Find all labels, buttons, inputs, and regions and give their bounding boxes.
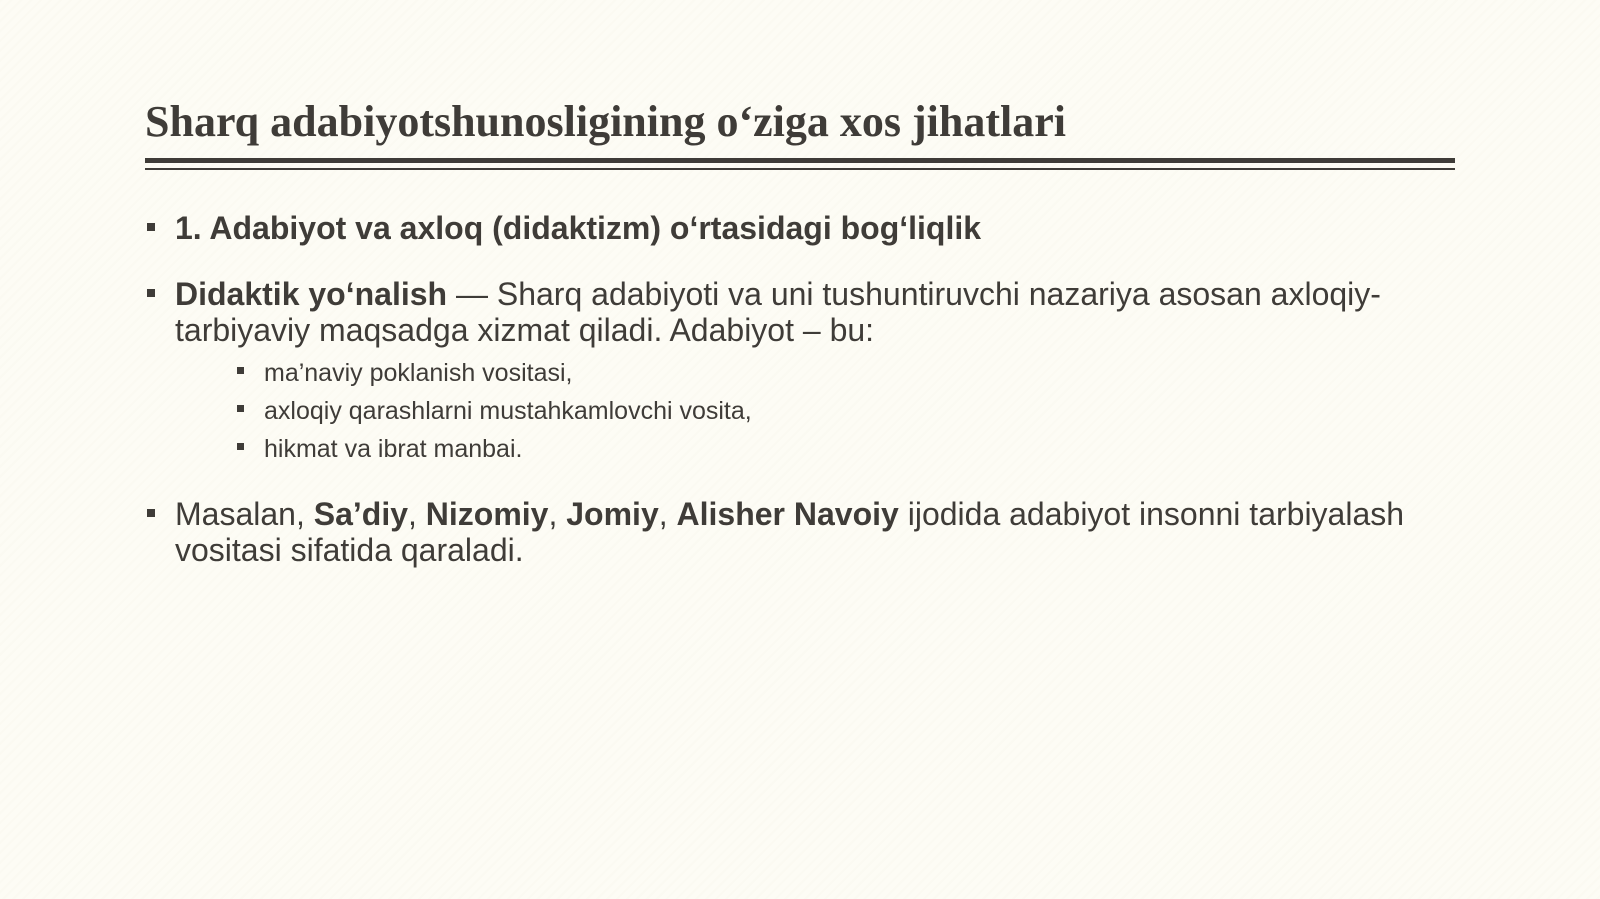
sublist-item-text: ma’naviy poklanish vositasi,: [264, 359, 573, 387]
list-item-example: [145, 496, 1445, 568]
separator: ,: [548, 496, 567, 532]
sublist-item-text: hikmat va ibrat manbai.: [264, 435, 523, 463]
list-item-text: — Sharq adabiyoti va uni tushuntiruvchi nazariya asosan axloqiy-tarbiyaviy maqsadga xizmat qiladi. Adabiyot – bu:: [175, 276, 1381, 348]
square-bullet-icon: [237, 367, 244, 374]
example-suffix: ijodida adabiyot insonni tarbiyalash vositasi sifatida qaraladi.: [175, 496, 1405, 568]
square-bullet-icon: [147, 289, 155, 297]
title-rule-thin: [145, 168, 1455, 170]
list-item-bold-term: Didaktik yo‘nalish: [175, 276, 448, 312]
separator: ,: [408, 496, 426, 532]
author-name: Sa’diy: [313, 496, 408, 532]
author-name: Jomiy: [566, 496, 659, 532]
sublist-item-text: axloqiy qarashlarni mustahkamlovchi vosita,: [264, 397, 752, 425]
square-bullet-icon: [237, 405, 244, 412]
author-name: Alisher Navoiy: [676, 496, 899, 532]
author-name: Nizomiy: [425, 496, 549, 532]
separator: ,: [658, 496, 677, 532]
slide-title: Sharq adabiyotshunosligining o‘ziga xos jihatlari: [145, 97, 1066, 146]
sublist: [175, 354, 1445, 468]
square-bullet-icon: [147, 509, 155, 517]
sublist-item: [235, 430, 1445, 468]
square-bullet-icon: [147, 223, 155, 231]
list-item-didactic: [145, 276, 1445, 468]
slide-content: [145, 210, 1445, 568]
list-item-heading: [145, 210, 1445, 246]
title-rule-thick: [145, 158, 1455, 163]
sublist-item: [235, 392, 1445, 430]
list-item-text: 1. Adabiyot va axloq (didaktizm) o‘rtasidagi bog‘liqlik: [175, 210, 982, 246]
sublist-item: [235, 354, 1445, 392]
example-prefix: Masalan,: [175, 496, 314, 532]
square-bullet-icon: [237, 443, 244, 450]
